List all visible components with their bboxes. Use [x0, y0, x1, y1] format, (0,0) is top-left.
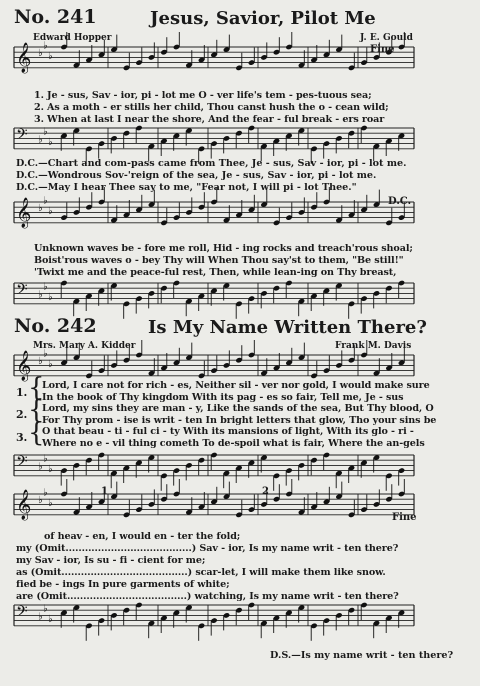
hymn-242-number: No. 242 — [14, 315, 97, 337]
hymn-241-title: Jesus, Savior, Pilot Me — [150, 8, 376, 29]
hymn-242-verse-line-2: In the book of Thy kingdom With its pag - es so fair, Tell me, Je - sus — [42, 392, 404, 403]
hymn-242-refrain-line-2: my (Omit.......................................) Sav - ior, Is my name writ - ten there? — [16, 543, 399, 554]
hymn-242-verse-line-4: For Thy prom - ise is writ - ten In bright letters that glow, Tho your sins be — [42, 415, 437, 426]
flat-icon: ♭ — [38, 461, 43, 473]
verse-brace-1: { — [28, 373, 45, 403]
flat-icon: ♭ — [43, 453, 48, 465]
hymn-241-verse-3: 3. When at last I near the shore, And the fear - ful break - ers roar — [34, 114, 385, 125]
verse-brace-2: { — [28, 395, 45, 425]
hymn-241-verse-2: 2. As a moth - er stills her child, Thou canst hush the o - cean wild; — [34, 102, 389, 113]
hymn-242-verse-line-6: Where no e - vil thing cometh To de-spoil what is fair, Where the an-gels — [42, 438, 425, 449]
second-ending-number: 2 — [262, 486, 269, 497]
flat-icon: ♭ — [43, 487, 48, 499]
flat-icon: ♭ — [48, 497, 53, 509]
hymn-242-title: Is My Name Written There? — [148, 317, 427, 338]
hymn-242-ds: D.S.—Is my name writ - ten there? — [270, 650, 454, 661]
flat-icon: ♭ — [43, 348, 48, 360]
hymn-242-verse-number-3: 3. — [16, 431, 28, 444]
bass-clef-icon: 𝄢 — [16, 126, 28, 147]
verse-brace-3: { — [28, 418, 45, 448]
hymn-242-fine: Fine — [392, 512, 417, 523]
hymn-241-lyricist: Edward Hopper — [33, 33, 112, 43]
flat-icon: ♭ — [38, 48, 43, 60]
flat-icon: ♭ — [48, 205, 53, 217]
hymn-241-verse-b-1: Unknown waves be - fore me roll, Hid - ing rocks and treach'rous shoal; — [34, 243, 413, 254]
hymn-242-verse-number-1: 1. — [16, 386, 28, 399]
first-ending-number: 1 — [101, 486, 108, 497]
flat-icon: ♭ — [48, 358, 53, 370]
flat-icon: ♭ — [43, 281, 48, 293]
flat-icon: ♭ — [48, 137, 53, 148]
flat-icon: ♭ — [43, 40, 48, 52]
flat-icon: ♭ — [48, 464, 53, 475]
treble-clef-icon: 𝄞 — [16, 351, 32, 381]
hymn-241-verse-b-2: Boist'rous waves o - bey Thy will When Thou say'st to them, "Be still!" — [34, 255, 404, 266]
hymn-241-refrain-3: D.C.—May I hear Thee say to me, "Fear not, I will pi - lot Thee." — [16, 182, 357, 193]
hymn-242-verse-line-1: Lord, I care not for rich - es, Neither sil - ver nor gold, I would make sure — [42, 380, 430, 391]
flat-icon: ♭ — [38, 289, 43, 301]
bass-clef-icon: 𝄢 — [16, 603, 28, 624]
flat-icon: ♭ — [48, 50, 53, 62]
hymn-242-refrain-line-6: are (Omit.....................................) watching, Is my name writ - ten there? — [16, 591, 399, 602]
hymn-241-composer: J. E. Gould — [360, 33, 413, 43]
hymn-242-refrain-line-1: of heav - en, I would en - ter the fold; — [44, 531, 241, 542]
hymn-242-lyricist: Mrs. Mary A. Kidder — [33, 341, 136, 351]
flat-icon: ♭ — [48, 614, 53, 625]
hymn-241-dc-mark: D.C. — [388, 196, 412, 207]
flat-icon: ♭ — [43, 126, 48, 138]
flat-icon: ♭ — [38, 134, 43, 146]
hymn-242-refrain-line-5: fied be - ings In pure garments of white; — [16, 579, 230, 590]
flat-icon: ♭ — [38, 356, 43, 368]
flat-icon: ♭ — [38, 495, 43, 507]
hymn-241-number: No. 241 — [14, 6, 97, 28]
hymn-241-verse-b-3: 'Twixt me and the peace-ful rest, Then, while lean-ing on Thy breast, — [34, 267, 397, 278]
flat-icon: ♭ — [43, 603, 48, 615]
treble-clef-icon: 𝄞 — [16, 198, 32, 228]
hymn-241-fine: Fine — [370, 44, 395, 55]
flat-icon: ♭ — [38, 203, 43, 215]
hymn-242-verse-line-5: O that beau - ti - ful ci - ty With its mansions of light, With its glo - ri - — [42, 426, 414, 437]
flat-icon: ♭ — [43, 195, 48, 207]
hymn-241-refrain-1: D.C.—Chart and com-pass came from Thee, Je - sus, Sav - ior, pi - lot me. — [16, 158, 407, 169]
bass-clef-icon: 𝄢 — [16, 281, 28, 302]
treble-clef-icon: 𝄞 — [16, 43, 32, 73]
hymn-242-verse-line-3: Lord, my sins they are man - y, Like the sands of the sea, But Thy blood, O — [42, 403, 434, 414]
flat-icon: ♭ — [48, 292, 53, 303]
hymn-241-refrain-2: D.C.—Wondrous Sov-'reign of the sea, Je - sus, Sav - ior, pi - lot me. — [16, 170, 377, 181]
hymn-242-verse-number-2: 2. — [16, 408, 28, 421]
hymn-242-refrain-line-3: my Sav - ior, Is su - fi - cient for me; — [16, 555, 206, 566]
treble-clef-icon: 𝄞 — [16, 490, 32, 520]
bass-clef-icon: 𝄢 — [16, 453, 28, 474]
hymn-242-composer: Frank M. Davis — [335, 341, 412, 351]
hymn-242-refrain-line-4: as (Omit.......................................) scar-let, I will make them like snow. — [16, 567, 386, 578]
hymn-241-verse-1: 1. Je - sus, Sav - ior, pi - lot me O - ver life's tem - pes-tuous sea; — [34, 90, 372, 101]
flat-icon: ♭ — [38, 611, 43, 623]
